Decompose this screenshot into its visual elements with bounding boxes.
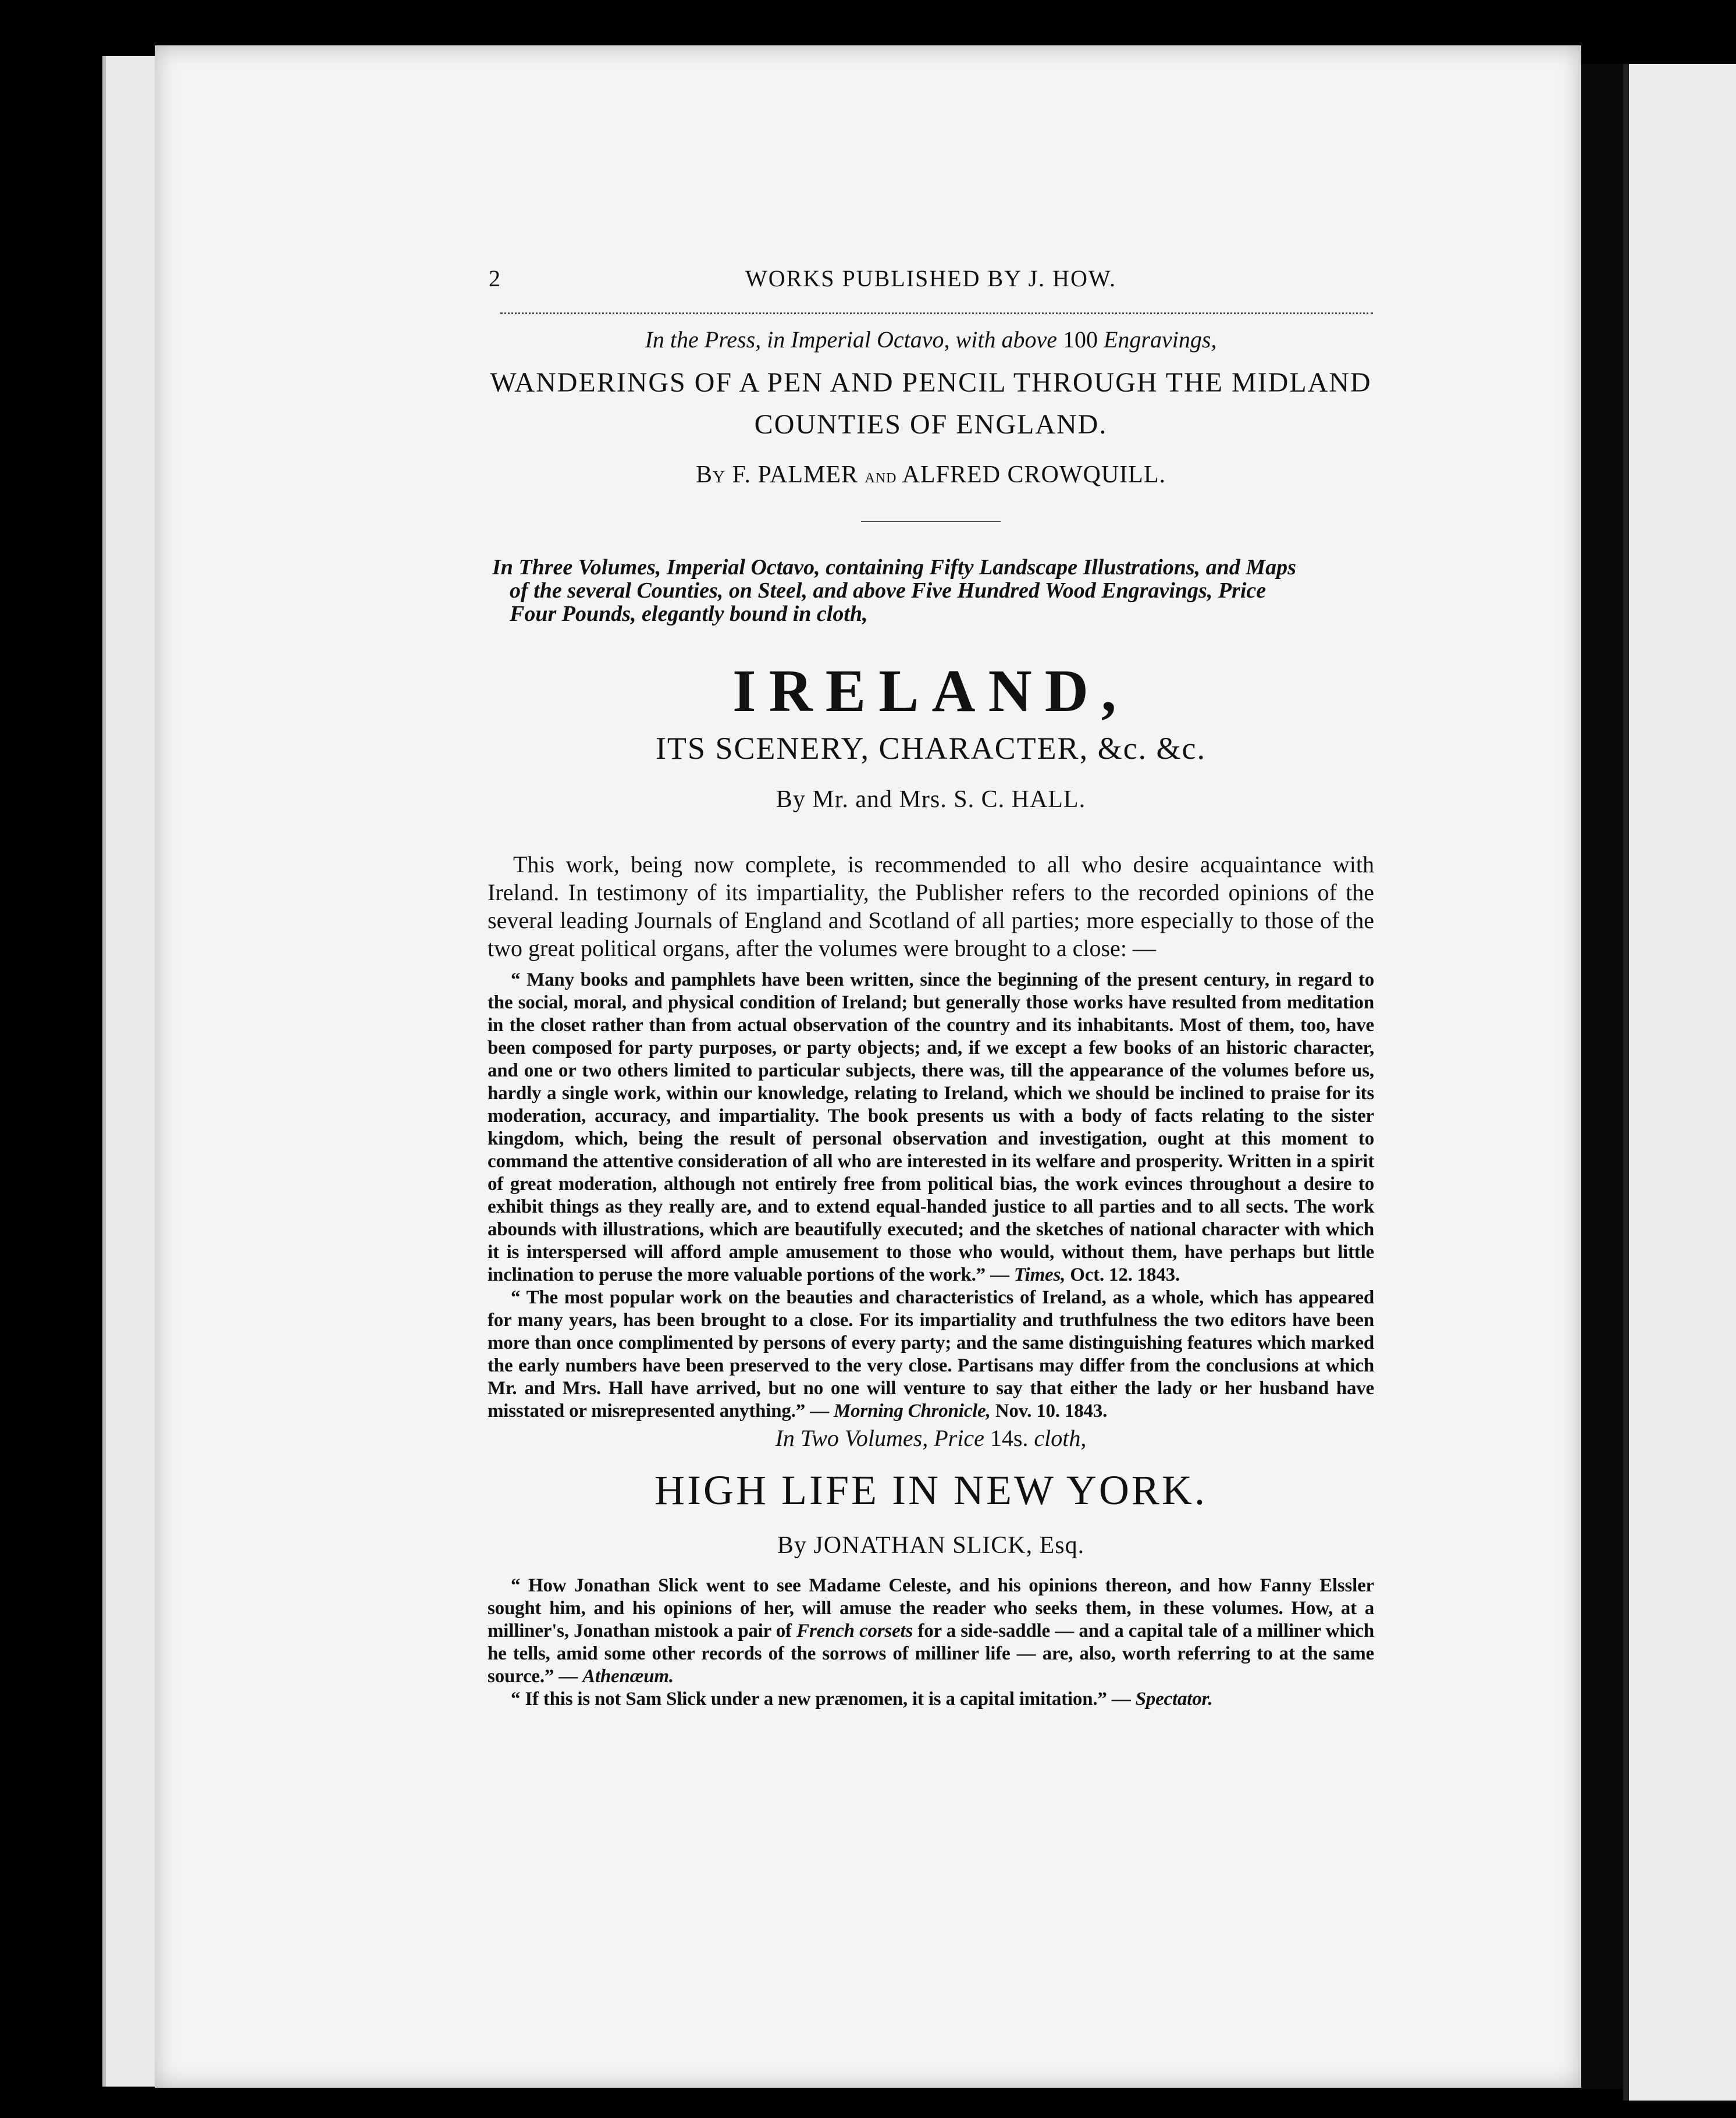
book3-review-spectator xyxy=(488,1688,1374,1711)
book3-review2-text: “ If this is not Sam Slick under a new prænomen, it is a capital imitation.” — xyxy=(511,1689,1131,1710)
book3-reviews xyxy=(488,1575,1374,1711)
book3-byline: By JONATHAN SLICK, Esq. xyxy=(777,1532,1085,1559)
book3-review1-text-b: for a side-saddle — and a capital tale of a milliner which he tells, amid some other records of the sorrows of milliner life — are, also, worth referring to at the same source.” — xyxy=(488,1621,1374,1687)
book3-review-athenaeum xyxy=(488,1575,1374,1688)
book2-reviews xyxy=(488,969,1374,1423)
book1-intro-number: 100 xyxy=(1062,326,1098,353)
book2-intro-line3: Four Pounds, elegantly bound in cloth, xyxy=(510,602,868,626)
book3-intro-end: cloth, xyxy=(1028,1425,1087,1451)
book1-by: By xyxy=(696,461,725,488)
book3-review1-emphasis: French corsets xyxy=(796,1621,913,1641)
book2-intro-line2: of the several Counties, on Steel, and above Five Hundred Wood Engravings, Price xyxy=(510,578,1267,603)
book2-intro xyxy=(492,556,1372,626)
book3-title: HIGH LIFE IN NEW YORK. xyxy=(654,1467,1207,1513)
book2-byline: By Mr. and Mrs. S. C. HALL. xyxy=(775,786,1086,813)
book2-review1-date: Oct. 12. 1843. xyxy=(1065,1264,1180,1285)
book2-review1-text: “ Many books and pamphlets have been written, since the beginning of the present century, in regard to the social, moral, and physical condition of Ireland; but generally those works have resulted from meditation in the closet rather than from actual observation of the country and its inhabitants. Most of them, too, have been composed for party purposes, or party objects; and, if we except a few books of an historic character, and one or two others limited to particular subjects, there was, till the appearance of the volumes before us, hardly a single work, within our knowledge, relating to Ireland, which we should be inclined to praise for its moderation, accuracy, and impartiality. The book presents us with a body of facts relating to the sister kingdom, which, being the result of personal observation and investigation, ought at this moment to command the attentive consideration of all who are interested in its welfare and prosperity. Written in a spirit of great moderation, although not entirely free from political bias, the work evinces throughout a desire to exhibit things as they really are, and to extend equal-handed justice to all parties and to all sects. The work abounds with illustrations, which are beautifully executed; and the sketches of national character with which it is interspersed will afford ample amusement to those who would, without them, have perhaps but little inclination to peruse the more valuable portions of the work.” — xyxy=(488,969,1374,1285)
book2-subtitle: ITS SCENERY, CHARACTER, &c. &c. xyxy=(655,731,1207,766)
book2-review2-source: Morning Chronicle, xyxy=(833,1401,991,1422)
running-header xyxy=(489,265,1373,300)
book2-review2-date: Nov. 10. 1843. xyxy=(990,1401,1108,1422)
book3-intro xyxy=(489,1424,1373,1452)
book1-intro-text: In the Press, in Imperial Octavo, with above xyxy=(645,326,1063,353)
book1-title-line1: WANDERINGS OF A PEN AND PENCIL THROUGH THE MIDLAND xyxy=(490,367,1372,398)
page-number: 2 xyxy=(489,265,500,292)
book2-title: IRELAND, xyxy=(732,658,1129,724)
book1-intro-end: Engravings, xyxy=(1097,326,1217,353)
header-rule xyxy=(500,312,1373,314)
book1-title-line2: COUNTIES OF ENGLAND. xyxy=(754,409,1108,440)
book2-review2-text: “ The most popular work on the beauties and characteristics of Ireland, as a whole, which has appeared for many years, has been brought to a close. For its impartiality and truthfulness the two editors have been more than once complimented by persons of every party; and the same distinguishing features which marked the early numbers have been preserved to the very close. Partisans may differ from the conclusions at which Mr. and Mrs. Hall have arrived, but no one will venture to say that either the lady or her husband have misstated or misrepresented anything.” — xyxy=(488,1287,1374,1422)
section-divider-1 xyxy=(861,521,1001,522)
book3-review1-text-a: “ How Jonathan Slick went to see Madame Celeste, and his opinions thereon, and how Fanny Elssler sought him, and his opinions of her, will amuse the reader who seeks them, in these volumes. How, at a milliner's, Jonathan mistook a pair of xyxy=(488,1575,1374,1641)
book2-description xyxy=(488,851,1374,962)
book2-intro-line1: In Three Volumes, Imperial Octavo, containing Fifty Landscape Illustrations, and Maps xyxy=(492,555,1296,580)
book1-byline xyxy=(489,461,1373,489)
book3-price: 14s. xyxy=(990,1425,1029,1451)
book2-review-chronicle xyxy=(488,1287,1374,1423)
running-head-title: WORKS PUBLISHED BY J. HOW. xyxy=(745,265,1116,292)
book3-review1-source: Athenæum. xyxy=(582,1666,674,1687)
book2-description-text: This work, being now complete, is recommended to all who desire acquaintance with Ireland. In testimony of its impartiality, the Publisher refers to the recorded opinions of the several leading Journals of England and Scotland of all parties; more especially to those of the two great political organs, after the volumes were brought to a close: — xyxy=(488,851,1374,961)
book1-author-b: ALFRED CROWQUILL. xyxy=(902,461,1166,488)
book3-review2-source: Spectator. xyxy=(1135,1689,1213,1710)
book1-and: and xyxy=(865,465,897,487)
book1-author-a: F. PALMER xyxy=(732,461,858,488)
book3-intro-text: In Two Volumes, Price xyxy=(775,1425,990,1451)
book2-review-times xyxy=(488,969,1374,1287)
book1-intro xyxy=(489,326,1373,353)
book2-review1-source: Times, xyxy=(1013,1264,1066,1285)
